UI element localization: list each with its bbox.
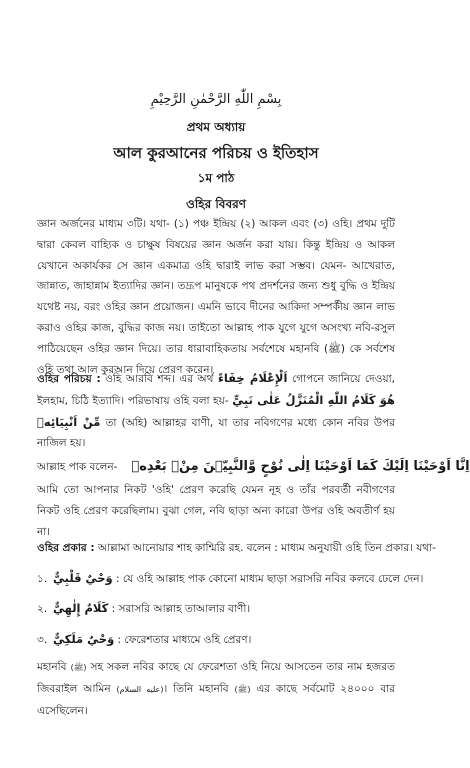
section-heading: ওহির বিবরণ: [186, 197, 246, 211]
definition-text-1: ওহি আরবি শব্দ। এর অর্থ: [100, 373, 218, 385]
closing-text-2: সহ সকল নবির কাছে যে ফেরেশতা ওহি নিয়ে আসতেন তার নাম হজরত জিবরাইল আমিন: [37, 661, 395, 695]
list-item: [37, 629, 395, 653]
list-item-text: : সরাসরি আল্লাহ তাআলার বাণী।: [108, 603, 251, 615]
definition-label: ওহির পরিচয় :: [37, 373, 101, 385]
honorific-mark: (ﷺ): [234, 684, 251, 694]
list-item: [37, 598, 395, 622]
quote-arabic-verse: اِنَّا اَوْحَيْنَا اِلَيْكَ كَمَا اَوْحَيْنَا اِلٰى نُوْحٍ وَّالنَّبِيّٖنَ مِنْۢ بَعْدِهٖ: [131, 458, 470, 474]
list-item-arabic: وَحْيٌ مَلَكِيٌّ: [53, 632, 115, 646]
list-item-number: ৩.: [37, 634, 48, 646]
closing-paragraph: [37, 657, 395, 717]
list-item-number: ২.: [37, 603, 48, 615]
closing-text-3: । তিনি মহানবি: [163, 682, 235, 695]
lesson-label: ১ম পাঠ: [197, 171, 235, 185]
bismillah: بِسْمِ اللّٰهِ الرَّحْمٰنِ الرَّحِيْمِ: [150, 92, 282, 107]
chapter-label: প্রথম অধ্যায়: [186, 120, 246, 134]
quote-intro: আল্লাহ পাক বলেন-: [37, 460, 118, 473]
list-item-arabic: وَحْيٌ قَلْبِيٌّ: [53, 571, 113, 585]
types-text: আল্লামা আনোয়ার শাহ কাশ্মিরি রহ. বলেন : মাধ্যম অনুযায়ী ওহি তিন প্রকার। যথা-: [94, 542, 436, 554]
page-title: আল কুরআনের পরিচয় ও ইতিহাস: [113, 144, 319, 162]
honorific-mark: (ﷺ): [70, 663, 87, 672]
closing-text-4: এর কাছে সর্বমোট ২৪০০০ বার এসেছিলেন।: [37, 682, 395, 717]
quote-line: [37, 455, 470, 479]
types-label: ওহির প্রকার :: [37, 542, 95, 554]
intro-paragraph: জ্ঞান অর্জনের মাধ্যম ৩টি। যথা- (১) পঞ্চ ইন্দ্রিয় (২) আকল এবং (৩) ওহি। প্রথম দুটি দ্বারা কেবল বাহ্যিক ও চাক্ষুষ বিষয়ের জ্ঞান অর্জন করা যায়। কিন্তু ইন্দ্রিয় ও আকল যেখানে অকার্যকর সে জ্ঞান একমাত্র ওহি দ্বারাই লাভ করা সম্ভব। যেমন- আখেরাত, জান্নাত, জাহান্নাম ইত্যাদির জ্ঞান। তদ্রূপ মানুষকে পথ প্রদর্শনের জন্য শুধু বুদ্ধি ও ইন্দ্রিয় যথেষ্ট নয়, বরং ওহির জ্ঞান প্রয়োজন। এমনি ভাবে দীনের আকিদা সম্পর্কীয় জ্ঞান লাভ করাও ওহির কাজ, বুদ্ধির কাজ নয়। তাইতো আল্লাহ পাক যুগে যুগে অসংখ্য নবি-রসুল পাঠিয়েছেন ওহির জ্ঞান দিয়ে। তার ধারাবাহিকতায় সর্বশেষে মহানবি (ﷺ) কে সর্বশেষ ওহি তথা আল কুরআন দিয়ে প্রেরণ করেন।: [37, 218, 395, 376]
definition-text-3: তা (অহি) আল্লাহর বাণী, যা তার নবিগণের মধ্যে কোন নবির উপর নাজিল হয়।: [37, 416, 395, 450]
definition-text-2: গোপনে জানিয়ে দেওয়া, ইলহাম, চিঠি ইত্যাদি। পরিভাষায় ওহি বলা হয়-: [37, 373, 395, 407]
list-item: [37, 568, 424, 592]
closing-text-1: মহানবি: [37, 661, 71, 673]
definition-arabic-1: اَلْإِعْلَامُ خِفَاءً: [217, 371, 288, 385]
quote-translation: আমি তো আপনার নিকট 'ওহি' প্রেরণ করেছি যেমন নূহ ও তাঁর পরবর্তী নবীগণের নিকট ওহি প্রেরণ করেছিলাম। বুঝা গেল, নবি ছাড়া অন্য কারো উপর ওহি অবতীর্ণ হয় না।: [37, 484, 395, 538]
list-item-text: : ফেরেশতার মাধ্যমে ওহি প্রেরণ।: [114, 634, 252, 646]
honorific-mark: (عليه السلام): [116, 684, 164, 694]
list-item-number: ১.: [37, 573, 48, 585]
definition-arabic-2: هُوَ كَلَامُ اللّٰهِ الْمُنَزَّلُ عَلٰى نَبِيٍّ مِّنْ اَنْبِيَائِهٖ: [37, 392, 395, 429]
definition-paragraph: [37, 368, 395, 450]
types-paragraph: [37, 538, 436, 560]
list-item-text: : যে ওহি আল্লাহ পাক কোনো মাধ্যম ছাড়া সরাসরি নবির কলবে ঢেলে দেন।: [112, 573, 424, 585]
list-item-arabic: كَلَامٌ إِلٰهِيٌّ: [53, 601, 109, 615]
